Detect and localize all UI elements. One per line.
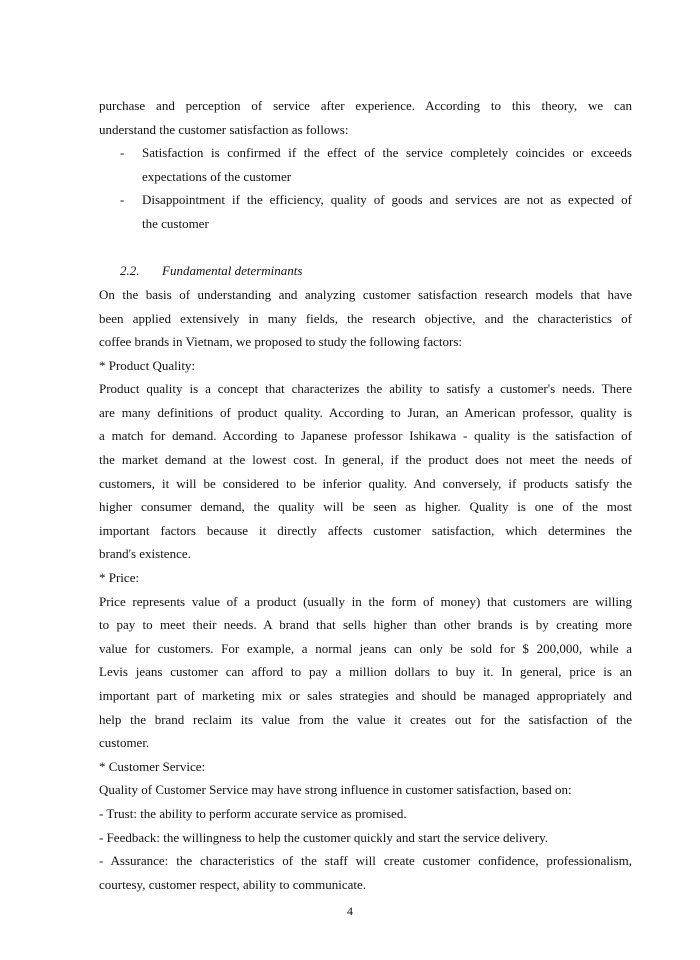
section-title: Fundamental determinants	[162, 263, 303, 278]
paragraph-line: the market demand at the lowest cost. In general, if the product does not meet the needs of	[99, 452, 632, 467]
list-item: courtesy, customer respect, ability to communicate.	[99, 877, 367, 892]
paragraph-line: customers, it will be considered to be inferior quality. And conversely, if products satisfy the	[99, 476, 632, 491]
paragraph-line: value for customers. For example, a normal jeans can only be sold for $ 200,000, while a	[99, 641, 632, 656]
paragraph-line: higher consumer demand, the quality will be seen as higher. Quality is one of the most	[99, 499, 632, 514]
paragraph-line: Levis jeans customer can afford to pay a million dollars to buy it. In general, price is an	[99, 664, 632, 679]
bullet-line: expectations of the customer	[142, 169, 292, 184]
section-number: 2.2.	[120, 263, 140, 278]
paragraph-line: purchase and perception of service after experience. According to this theory, we can	[99, 98, 632, 113]
bullet-line: Satisfaction is confirmed if the effect of the service completely coincides or exceeds	[142, 145, 632, 160]
bullet-line: Disappointment if the efficiency, quality of goods and services are not as expected of	[142, 192, 632, 207]
page-number: 4	[347, 904, 353, 918]
paragraph-line: important part of marketing mix or sales strategies and should be managed appropriately and	[99, 688, 632, 703]
paragraph-line: a match for demand. According to Japanese professor Ishikawa - quality is the satisfaction of	[99, 428, 632, 443]
factor-label-product-quality: * Product Quality:	[99, 358, 196, 373]
paragraph-line: important factors because it directly affects customer satisfaction, which determines the	[99, 523, 632, 538]
bullet-line: the customer	[142, 216, 209, 231]
paragraph-line: help the brand reclaim its value from the value it creates out for the satisfaction of the	[99, 712, 632, 727]
paragraph-line: customer.	[99, 735, 150, 750]
section-heading	[120, 263, 302, 279]
paragraph-line: Price represents value of a product (usually in the form of money) that customers are willing	[99, 594, 632, 609]
factor-label-customer-service: * Customer Service:	[99, 759, 206, 774]
paragraph-line: Product quality is a concept that characterizes the ability to satisfy a customer's needs. There	[99, 381, 632, 396]
bullet-marker: -	[120, 192, 125, 207]
paragraph-line: coffee brands in Vietnam, we proposed to study the following factors:	[99, 334, 463, 349]
bullet-marker: -	[120, 145, 125, 160]
paragraph-line: are many definitions of product quality. According to Juran, an American professor, quality is	[99, 405, 632, 420]
list-item: - Trust: the ability to perform accurate service as promised.	[99, 806, 407, 821]
list-item: - Assurance: the characteristics of the staff will create customer confidence, professionalism,	[99, 853, 632, 868]
paragraph-line: understand the customer satisfaction as follows:	[99, 122, 349, 137]
factor-label-price: * Price:	[99, 570, 140, 585]
list-item: - Feedback: the willingness to help the customer quickly and start the service delivery.	[99, 830, 548, 845]
paragraph-line: to pay to meet their needs. A brand that sells higher than other brands is by creating more	[99, 617, 632, 632]
paragraph-line: brand's existence.	[99, 546, 191, 561]
paragraph-line: On the basis of understanding and analyzing customer satisfaction research models that have	[99, 287, 632, 302]
paragraph-line: Quality of Customer Service may have strong influence in customer satisfaction, based on:	[99, 782, 572, 797]
paragraph-line: been applied extensively in many fields, the research objective, and the characteristics of	[99, 311, 632, 326]
